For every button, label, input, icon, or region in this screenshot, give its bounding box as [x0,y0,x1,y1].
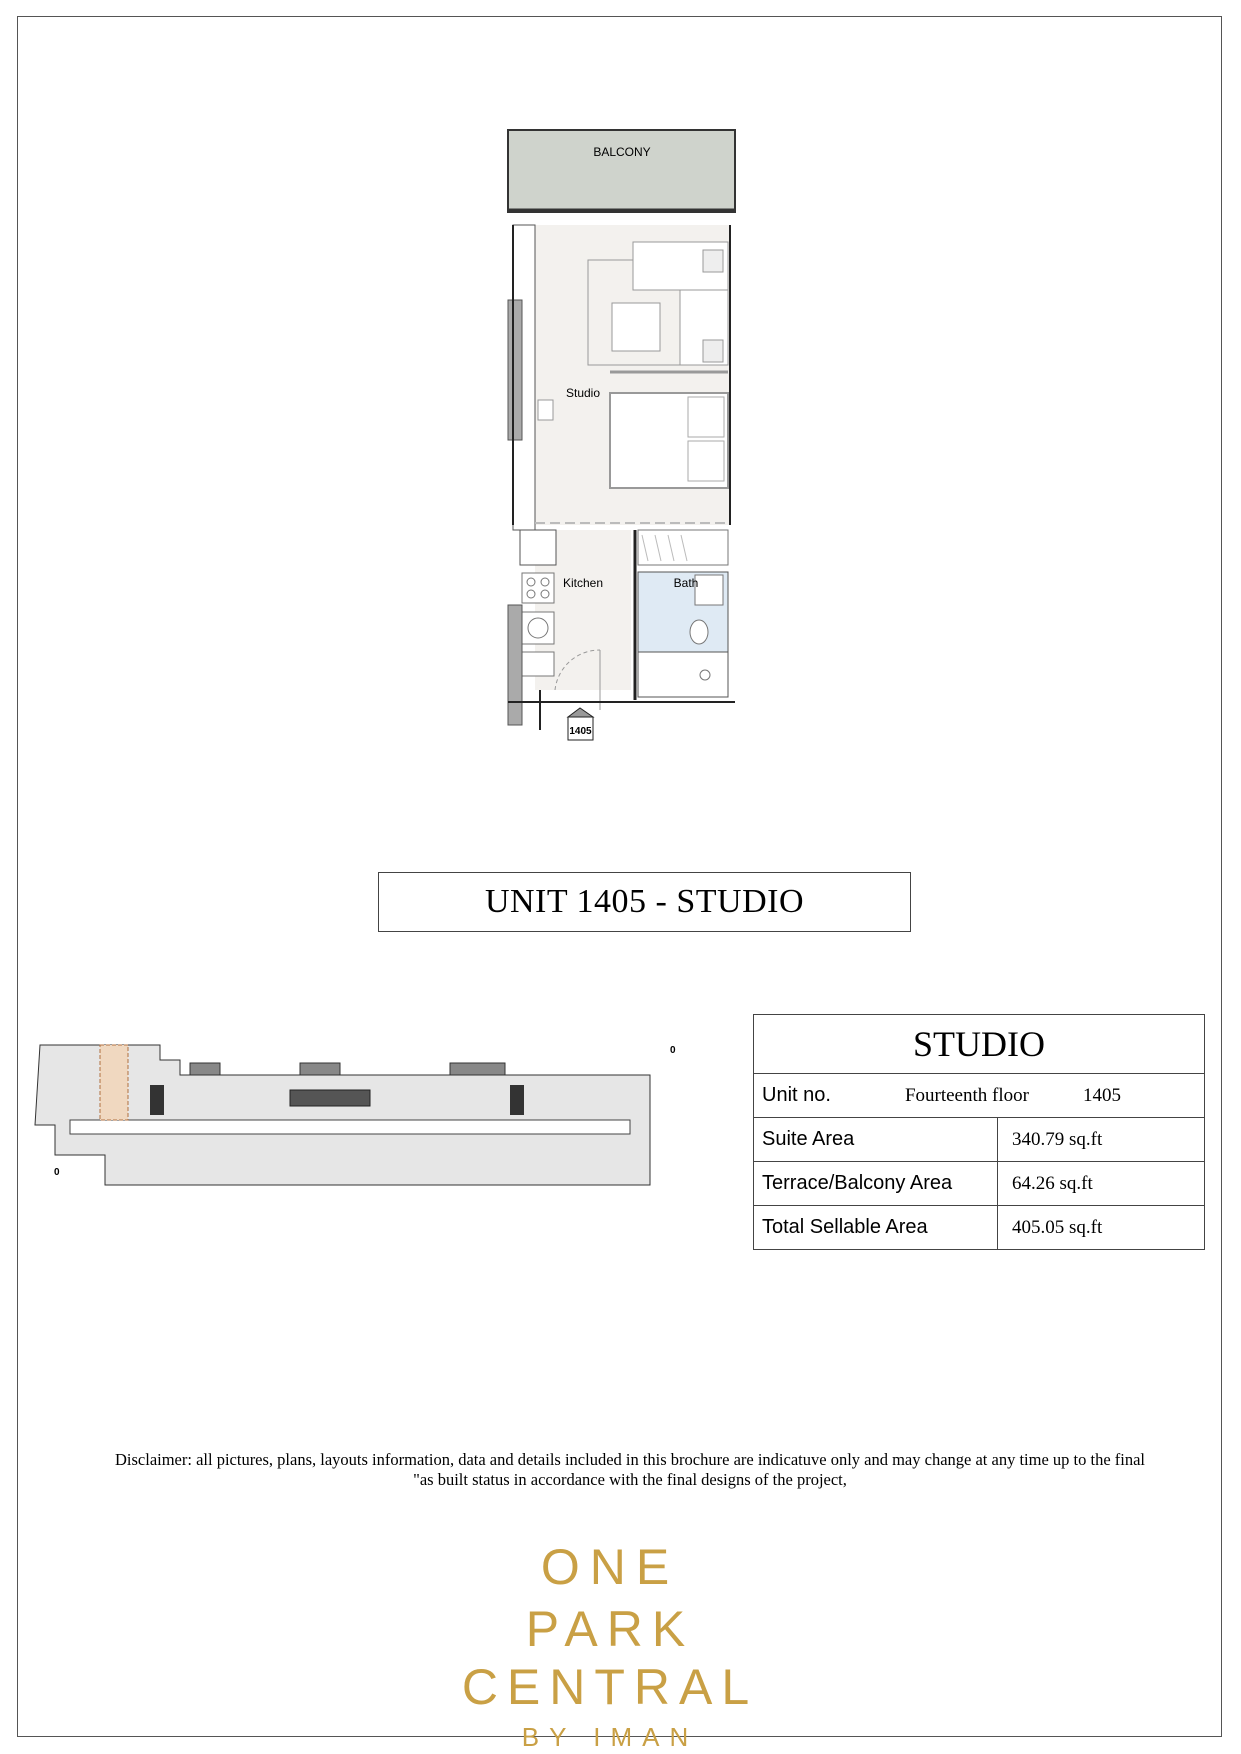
spec-row-label: Total Sellable Area [754,1206,998,1250]
kitchen-label: Kitchen [562,576,604,590]
spec-table [753,1014,1205,1250]
bath-label: Bath [673,576,699,590]
unit-no-value: 1405 [1082,1084,1121,1106]
logo-line-3: BY IMAN [521,1722,699,1752]
spec-row-value: 405.05 sq.ft [998,1206,1205,1250]
logo-line-1: ONE [540,1539,680,1595]
spec-heading: STUDIO [754,1015,1205,1074]
unit-no-label: Unit no. [762,1084,831,1106]
key-plan [30,1035,730,1215]
brand-logo [370,1528,850,1752]
spec-row-value: 64.26 sq.ft [998,1162,1205,1206]
disclaimer [60,1450,1200,1490]
unit-tag: 1405 [569,726,592,737]
disclaimer-line-1: Disclaimer: all pictures, plans, layouts information, data and details included in this brochure are indicatuve only and may change at any time up to the final [114,1450,1146,1469]
balcony-label: BALCONY [593,145,651,159]
keyplan-mark-left: 0 [54,1167,60,1178]
spec-row-value: 340.79 sq.ft [998,1118,1205,1162]
spec-row [754,1162,1205,1206]
unit-no-row [754,1074,1205,1118]
spec-row-label: Terrace/Balcony Area [754,1162,998,1206]
unit-floor-plan [500,125,750,765]
spec-row-label: Suite Area [754,1118,998,1162]
keyplan-mark-right: 0 [670,1045,676,1056]
disclaimer-line-2: "as built status in accordance with the final designs of the project, [413,1470,847,1489]
spec-row [754,1118,1205,1162]
studio-label: Studio [565,386,601,400]
spec-row [754,1206,1205,1250]
logo-line-2: PARK CENTRAL [461,1601,759,1715]
floor-value: Fourteenth floor [904,1084,1029,1106]
unit-title: UNIT 1405 - STUDIO [378,872,911,932]
